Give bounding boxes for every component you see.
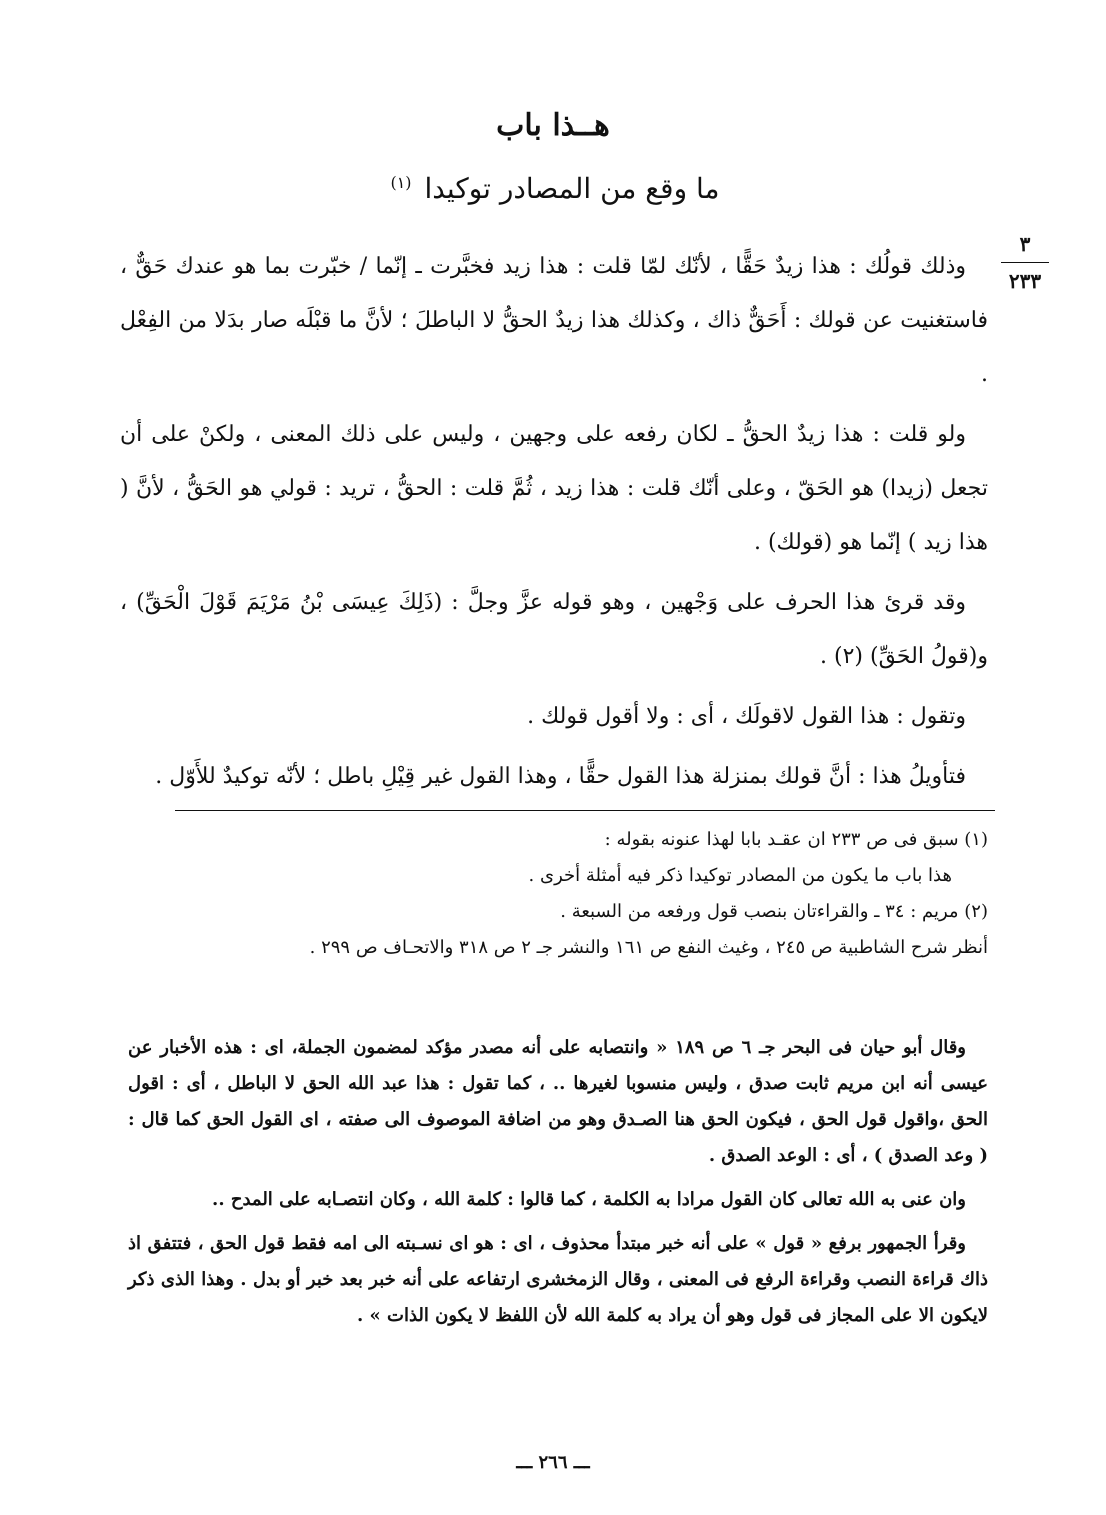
footnote: هذا باب ما يكون من المصادر توكيدا ذكر فيه أمثلة أخرى . [528, 865, 952, 886]
subtitle-note-marker: (١) [390, 172, 412, 192]
commentary-paragraph: وقرأ الجمهور برفع « قول » على أنه خبر مبتدأ محذوف ، اى : هو اى نسـبته الى امه فقط قول الحق ، فتتفق اذ ذاك قراءة النصب وقراءة الرفع فى المعنى ، وقال الزمخشرى ارتفاعه على أنه خبر بعد خبر أو بدل . وهذا الذى ذكر لايكون الا على المجاز فى قول وهو أن يراد به كلمة الله لأن اللفظ لا يكون الذات » . [128, 1233, 988, 1326]
footnote: (١) سبق فى ص ٢٣٣ ان عقـد بابا لهذا عنونه بقوله : [604, 829, 988, 850]
page-number: ـــ ٢٦٦ ـــ [516, 1452, 590, 1473]
paragraph: ولو قلت : هذا زيدٌ الحقُّ ـ لكان رفعه على وجهين ، وليس على ذلك المعنى ، ولكنْ على أن تجعل (زيدا) هو الحَقّ ، وعلى أنّك قلت : هذا زيد ، ثُمَّ قلت : الحقُّ ، تريد : قولي هو الحَقُّ ، لأنَّ ( هذا زيد ) إنّما هو (قولك) . [120, 422, 988, 555]
subtitle-text: ما وقع من المصادر توكيدا [424, 172, 720, 205]
main-text [120, 240, 988, 810]
commentary [128, 1030, 988, 1342]
footnotes [128, 822, 988, 966]
paragraph: وتقول : هذا القول لاقولَك ، أى : ولا أقول قولك . [527, 704, 966, 729]
margin-reference [995, 232, 1055, 293]
paragraph: وذلك قولُك : هذا زيدٌ حَقًّا ، لأنّك لمّا قلت : هذا زيد فخبَّرت ـ إنّما / خبّرت بما هو عندك حَقٌّ ، فاستغنيت عن قولك : أَحَقٌّ ذاك ، وكذلك هذا زيدٌ الحقُّ لا الباطلَ ؛ لأنَّ ما قبْلَه صار بدَلا من الفِعْل . [120, 254, 988, 387]
paragraph: وقد قرئ هذا الحرف على وَجْهين ، وهو قوله عزَّ وجلَّ : (ذَلِكَ عِيسَى بْنُ مَرْيَمَ قَوْلَ الْحَقِّ) ، و(قولُ الحَقِّ) (٢) . [120, 590, 988, 669]
footnote: أنظر شرح الشاطبية ص ٢٤٥ ، وغيث النفع ص ١٦١ والنشر جـ ٢ ص ٣١٨ والاتحـاف ص ٢٩٩ . [309, 937, 988, 958]
margin-page: ٢٣٣ [1008, 269, 1042, 293]
footnote-separator [175, 810, 995, 811]
commentary-paragraph: وقال أبو حيان فى البحر جـ ٦ ص ١٨٩ « وانتصابه على أنه مصدر مؤكد لمضمون الجملة، اى : هذه الأخبار عن عيسى أنه ابن مريم ثابت صدق ، وليس منسوبا لغيرها .. ، كما تقول : هذا عبد الله الحق لا الباطل ، أى : اقول الحق ،واقول قول الحق ، فيكون الحق هنا الصـدق وهو من اضافة الموصوف الى صفته ، اى القول الحق كما قال : ( وعد الصدق ) ، أى : الوعد الصدق . [128, 1037, 989, 1166]
paragraph: فتأويلُ هذا : أنَّ قولك بمنزلة هذا القول حقًّا ، وهذا القول غير قِيْلِ باطل ؛ لأنّه توكيدٌ للأَوّل . [155, 764, 966, 789]
commentary-paragraph: وان عنى به الله تعالى كان القول مرادا به الكلمة ، كما قالوا : كلمة الله ، وكان انتصـابه على المدح .. [212, 1189, 966, 1210]
chapter-title: هــذا باب [496, 108, 610, 143]
footnote: (٢) مريم : ٣٤ ـ والقراءتان بنصب قول ورفعه من السبعة . [560, 901, 988, 922]
chapter-subtitle [0, 172, 1106, 205]
margin-rule [1001, 262, 1049, 263]
margin-volume: ٣ [1019, 232, 1031, 256]
